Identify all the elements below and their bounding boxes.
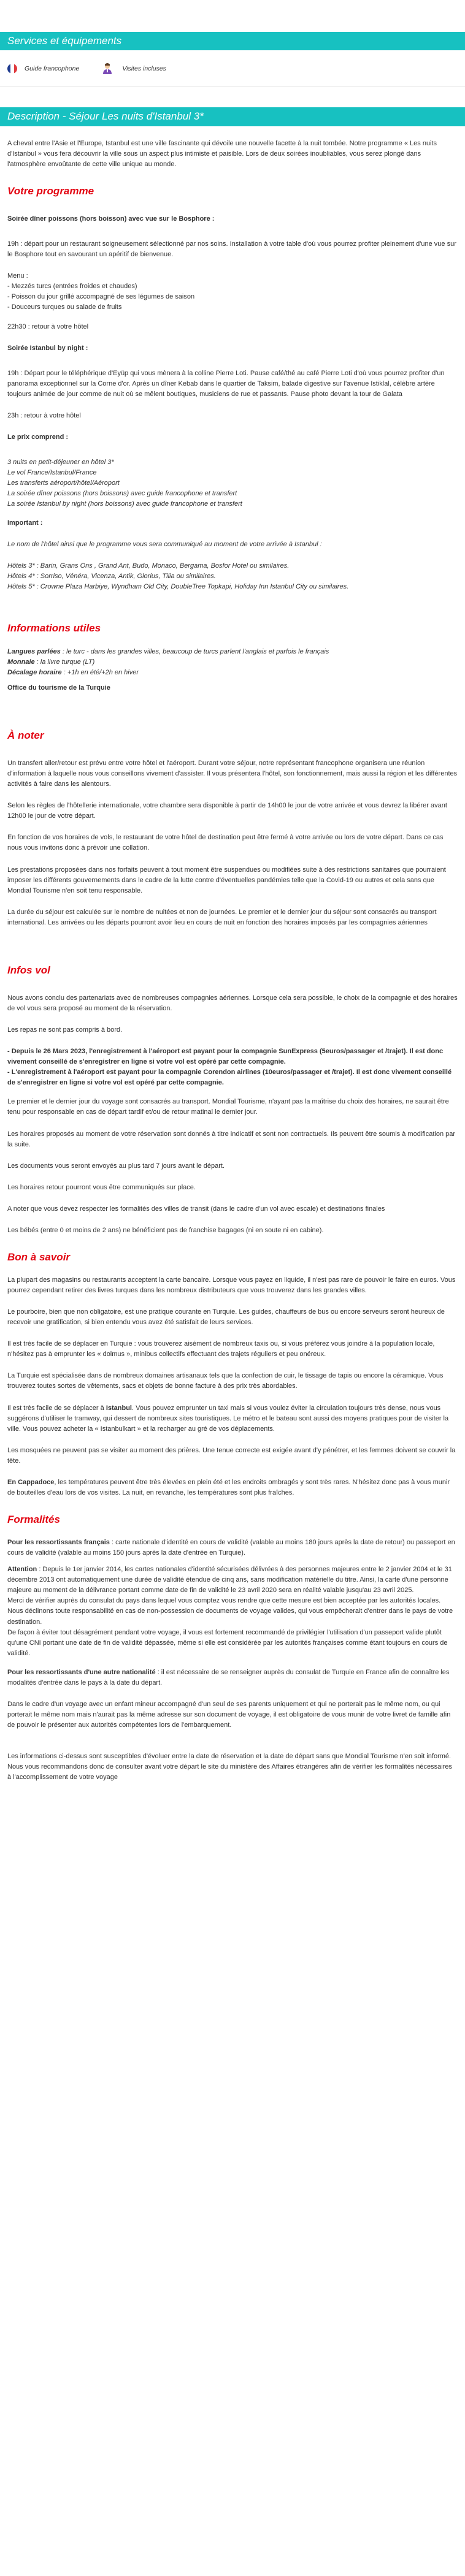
price-item: Le vol France/Istanbul/France xyxy=(7,468,97,476)
decalage-label: Décalage horaire xyxy=(7,668,62,676)
service-item-visits xyxy=(101,63,166,75)
checkin-notices xyxy=(7,1046,458,1088)
night-text: 19h : Départ pour le téléphérique d'Eyüp qui vous mènera à la colline Pierre Loti. Pause café/thé au café Pierre Loti d'où vous pourrez profiter d'un panorama exceptionnel sur la Corne d'or. Après un dîner Kebab dans le quartier de Taksim, balade digestive sur l'avenue Istiklal, célèbre artère toujours animée de jour comme de nuit où se mêlent boutiques, musiciens de rue et passants. Pause photo devant la tour de Galata xyxy=(7,369,445,398)
monnaie-value: : la livre turque (LT) xyxy=(34,658,95,666)
price-list xyxy=(7,457,458,509)
infos-vol-paragraph: A noter que vous devez respecter les formalités des villes de transit (dans le cadre d'un vol avec escale) et destinations finales xyxy=(7,1205,385,1213)
other-nationals: Pour les ressortissants d'une autre nationalité : il est nécessaire de se renseigner auprès du consulat de Turquie en France afin de connaître les modalités d'entrée dans le pays à la date du départ. xyxy=(7,1668,450,1686)
hotel-item: Hôtels 5* : Crowne Plaza Harbiye, Wyndham Old City, DoubleTree Topkapi, Holiday Inn Istanbul City ou similaires. xyxy=(7,583,349,591)
return-time-2: 23h : retour à votre hôtel xyxy=(7,411,81,419)
hotel-item: Hôtels 4* : Sorriso, Vénéra, Vicenza, Antik, Glorius, Tilia ou similaires. xyxy=(7,573,216,581)
hotel-item: Hôtels 3* : Barin, Grans Ons , Grand Ant, Budo, Monaco, Bergama, Bosfor Hotel ou similaires. xyxy=(7,562,290,570)
decalage-value: : +1h en été/+2h en hiver xyxy=(61,668,139,676)
menu-item: - Poisson du jour grillé accompagné de ses légumes de saison xyxy=(7,293,195,301)
bon-a-savoir-paragraph: Le pourboire, bien que non obligatoire, est une pratique courante en Turquie. Les guides, chauffeurs de bus ou encore serveurs seront heureux de recevoir une gratification, si bien entendu vous avez été satisfait de leurs services. xyxy=(7,1308,445,1327)
bon-a-savoir-heading: Bon à savoir xyxy=(7,1251,71,1263)
infos-vol-paragraph: Les bébés (entre 0 et moins de 2 ans) ne bénéficient pas de franchise bagages (ni en soute ni en cabine). xyxy=(7,1226,324,1234)
a-noter-paragraph: Un transfert aller/retour est prévu entre votre hôtel et l'aéroport. Durant votre séjour, notre représentant francophone organisera une réunion d'information à laquelle nous vous conseillons vivement d'assister. Il vous présentera l'hôtel, son fonctionnement, mais aussi la région et les différentes activités à faire dans les alentours. xyxy=(7,760,458,788)
infos-vol-paragraph: Le premier et le dernier jour du voyage sont consacrés au transport. Mondial Tourisme, n'ayant pas la maîtrise du choix des horaires, ne saurait être tenu pour responsable en cas de départ tardif et/ou de retour matinal le dernier jour. xyxy=(7,1098,449,1116)
menu-item: - Mezzés turcs (entrées froides et chaudes) xyxy=(7,283,137,291)
services-banner: Services et équipements xyxy=(0,32,465,50)
price-item: La soirée dîner poissons (hors boissons) avec guide francophone et transfert xyxy=(7,489,237,497)
a-noter-paragraph: En fonction de vos horaires de vols, le restaurant de votre hôtel de destination peut être fermé à votre arrivée ou lors de votre départ. Dans ce cas nous vous invitons donc à prévoir une collation. xyxy=(7,834,444,852)
price-title: Le prix comprend : xyxy=(7,433,69,441)
cappadoce-note: En Cappadoce, les températures peuvent être très élevées en plein été et les endroits ombragés y sont très rares. N'hésitez donc pas à vous munir de bouteilles d'eau lors de vos visites. La nuit, en revanche, les températures sont plus fraîches. xyxy=(7,1478,450,1496)
bon-a-savoir-paragraph: La Turquie est spécialisée dans de nombreux domaines artisanaux tels que la confection de cuir, le tissage de tapis ou encore la céramique. Vous trouverez toutes sortes de vêtements, sacs et objets de bonne facture à des prix très abordables. xyxy=(7,1372,444,1390)
minor-travel-note: Dans le cadre d'un voyage avec un enfant mineur accompagné d'un seul de ses parents uniquement et qui ne porterait pas le même nom, ou qui porterait le même nom mais n'aurait pas la même adresse sur son document de voyage, il est obligatoire de vous munir de votre livret de famille afin de pouvoir le présenter aux autorités compétentes lors de l'embarquement. xyxy=(7,1700,451,1729)
menu-title: Menu : xyxy=(7,272,28,280)
price-item: 3 nuits en petit-déjeuner en hôtel 3* xyxy=(7,458,114,466)
monnaie-label: Monnaie xyxy=(7,658,35,666)
description-content xyxy=(0,139,465,1783)
service-label: Visites incluses xyxy=(122,65,166,73)
langues-label: Langues parlées xyxy=(7,647,61,655)
infos-vol-meals: Les repas ne sont pas compris à bord. xyxy=(7,1026,123,1034)
tourism-office: Office du tourisme de la Turquie xyxy=(7,684,110,692)
programme-heading: Votre programme xyxy=(7,185,94,197)
formalites-line: De façon à éviter tout désagrément pendant votre voyage, il vous est fortement recommandé de privilégier l'utilisation d'un passeport valide plutôt qu'une CNI portant une date de fin de validité dépassée, même si elle est considérée par les autorités françaises comme étant toujours en cours de validité. xyxy=(7,1628,448,1657)
night-title: Soirée Istanbul by night : xyxy=(7,344,88,352)
a-noter-paragraph: La durée du séjour est calculée sur le nombre de nuitées et non de journées. Le premier et le dernier jour du séjour sont consacrés au transport international. Les arrivées ou les départs pourront avoir lieu en cours de nuit en fonction des horaires imposés par les compagnies aériennes xyxy=(7,908,437,926)
return-time-1: 22h30 : retour à votre hôtel xyxy=(7,322,89,330)
infos-vol-paragraph: Nous avons conclu des partenariats avec de nombreuses compagnies aériennes. Lorsque cela sera possible, le choix de la compagnie et des horaires de vol vous sera proposé au moment de la réservation. xyxy=(7,994,458,1013)
bon-a-savoir-paragraph: La plupart des magasins ou restaurants acceptent la carte bancaire. Lorsque vous payez en liquide, il n'est pas rare de pouvoir le faire en euros. Vous pourrez cependant retirer des livres turques dans les nombreux distributeurs que vous trouverez dans les grandes villes. xyxy=(7,1276,456,1295)
formalites-line: Nous déclinons toute responsabilité en cas de non-possession de documents de voyage valides, qui vous empêcherait d'entrer dans le pays de votre destination. xyxy=(7,1607,453,1626)
important-title: Important : xyxy=(7,519,43,527)
infos-vol-paragraph: Les horaires retour pourront vous être communiqués sur place. xyxy=(7,1183,196,1191)
istanbul-transport: Il est très facile de se déplacer à Istanbul. Vous pouvez emprunter un taxi mais si vous voulez éviter la circulation toujours très dense, nous vous suggérons d'utiliser le tramway, qui dessert de nombreux sites touristiques. Le métro et le bateau sont aussi des moyens pratiques pour de visiter la ville. Vous pouvez acheter la « Istanbulkart » et la recharger au gré de vos déplacements. xyxy=(7,1404,449,1433)
langues-value: : le turc - dans les grandes villes, beaucoup de turcs parlent l'anglais et parfois le français xyxy=(60,647,329,655)
description-banner: Description - Séjour Les nuits d'Istanbul 3* xyxy=(0,107,465,126)
formalites-heading: Formalités xyxy=(7,1513,60,1525)
a-noter-heading: À noter xyxy=(7,729,44,741)
bosphore-text: 19h : départ pour un restaurant soigneusement sélectionné par nos soins. Installation à votre table d'où vous pourrez profiter pleinement d'une vue sur le Bosphore tout en savourant un apéritif de bienvenue. xyxy=(7,240,456,259)
a-noter-paragraph: Les prestations proposées dans nos forfaits peuvent à tout moment être suspendues ou modifiées suite à des restrictions sanitaires que pourraient imposer les différents gouvernements dans le cadre de la lutte contre d'éventuelles pandémies telle que la Covid-19 ou autres et cela sans que Mondial Tourisme n'en soit tenu responsable. xyxy=(7,866,446,894)
bosphore-title: Soirée dîner poissons (hors boisson) avec vue sur le Bosphore : xyxy=(7,215,215,223)
bon-a-savoir-paragraph: Il est très facile de se déplacer en Turquie : vous trouverez aisément de nombreux taxis ou, si vous préférez vous joindre à la population locale, n'hésitez pas à emprunter les « dolmus », minibus collectifs effectuant des trajets réguliers et peu onéreux. xyxy=(7,1340,435,1358)
closing-note: Les informations ci-dessus sont susceptibles d'évoluer entre la date de réservation et la date de départ sans que Mondial Tourisme n'en soit informé. Nous vous recommandons donc de consulter avant votre départ le site du ministère des Affaires étrangères afin de vérifier les formalités nécessaires à l'accomplissement de votre voyage xyxy=(7,1752,452,1781)
mosques-note: Les mosquées ne peuvent pas se visiter au moment des prières. Une tenue correcte est exigée avant d'y pénétrer, et les femmes doivent se couvrir la tête. xyxy=(7,1446,456,1465)
tour-guide-icon xyxy=(101,63,113,75)
a-noter-paragraph: Selon les règles de l'hôtellerie internationale, votre chambre sera disponible à partir de 14h00 le jour de votre arrivée et vous devrez la libérer avant 12h00 le jour de votre départ. xyxy=(7,802,447,820)
menu-list xyxy=(7,281,458,313)
service-item-guide xyxy=(7,64,79,74)
checkin-notice: - Depuis le 26 Mars 2023, l'enregistrement à l'aéroport est payant pour la compagnie SunExpress (5euros/passager et /trajet). Il est donc vivement conseillé de s'enregistrer en ligne si votre vol est opéré par cette compagnie. xyxy=(7,1048,444,1066)
formalites-line: Merci de vérifier auprès du consulat du pays dans lequel vous comptez vous rendre que cette mesure est bien acceptée par les autorités locales. xyxy=(7,1597,441,1605)
hotel-list xyxy=(7,561,458,592)
infos-utiles-heading: Informations utiles xyxy=(7,622,101,634)
france-flag-icon xyxy=(7,64,17,74)
menu-item: - Douceurs turques ou salade de fruits xyxy=(7,303,122,311)
infos-vol-heading: Infos vol xyxy=(7,964,50,976)
attention-block: Attention : Depuis le 1er janvier 2014, les cartes nationales d'identité sécurisées délivrées à des personnes majeures entre le 2 janvier 2004 et le 31 décembre 2013 ont automatiquement une durée de validité étendue de cinq ans, sans modification matérielle du titre. Ainsi, la carte d'une personne majeure au moment de la délivrance portant comme date de fin de validité le 23 avril 2020 sera en réalité valable jusqu'au 23 avril 2025. Merci de vérifier auprès du consulat du pays dans lequel vous comptez vous rendre que cette mesure est bien acceptée par les autorités locales. Nous déclinons toute responsabilité en cas de non-possession de documents de voyage valides, qui vous empêcherait d'entrer dans le pays de votre destination. De façon à éviter tout désagrément pendant votre voyage, il vous est fortement recommandé de privilégier l'utilisation d'un passeport valide plutôt qu'une CNI portant une date de fin de validité dépassée, même si elle est considérée par les autorités françaises comme étant toujours en cours de validité. xyxy=(7,1564,458,1658)
description-intro: A cheval entre l'Asie et l'Europe, Istanbul est une ville fascinante qui dévoile une nouvelle facette à la nuit tombée. Notre programme « Les nuits d'Istanbul » vous fera découvrir la ville sous un aspect plus intimiste et paisible. Lors de deux soirées inoubliables, vous serez plongé dans l'atmosphère envoûtante de cette ville unique au monde. xyxy=(7,139,437,168)
important-text: Le nom de l'hôtel ainsi que le programme vous sera communiqué au moment de votre arrivée à Istanbul : xyxy=(7,541,322,549)
price-item: La soirée Istanbul by night (hors boissons) avec guide francophone et transfert xyxy=(7,500,242,508)
french-nationals: Pour les ressortissants français : carte nationale d'identité en cours de validité (valable au moins 180 jours après la date de retour) ou passeport en cours de validité (valable au moins 150 jours après la date d'entrée en Turquie). xyxy=(7,1539,455,1557)
checkin-notice: - L'enregistrement à l'aéroport est payant pour la compagnie Corendon airlines (10euros/passager et /trajet). Il est donc vivement conseillé de s'enregistrer en ligne si votre vol est opéré par cette compagnie. xyxy=(7,1069,452,1087)
services-list xyxy=(0,50,465,86)
price-item: Les transferts aéroport/hôtel/Aéroport xyxy=(7,479,120,487)
infos-vol-paragraph: Les horaires proposés au moment de votre réservation sont donnés à titre indicatif et sont non contractuels. Ils peuvent être soumis à modification par la suite. xyxy=(7,1130,456,1148)
service-label: Guide francophone xyxy=(25,65,80,73)
infos-utiles-list xyxy=(7,647,458,678)
infos-vol-paragraph: Les documents vous seront envoyés au plus tard 7 jours avant le départ. xyxy=(7,1162,225,1170)
